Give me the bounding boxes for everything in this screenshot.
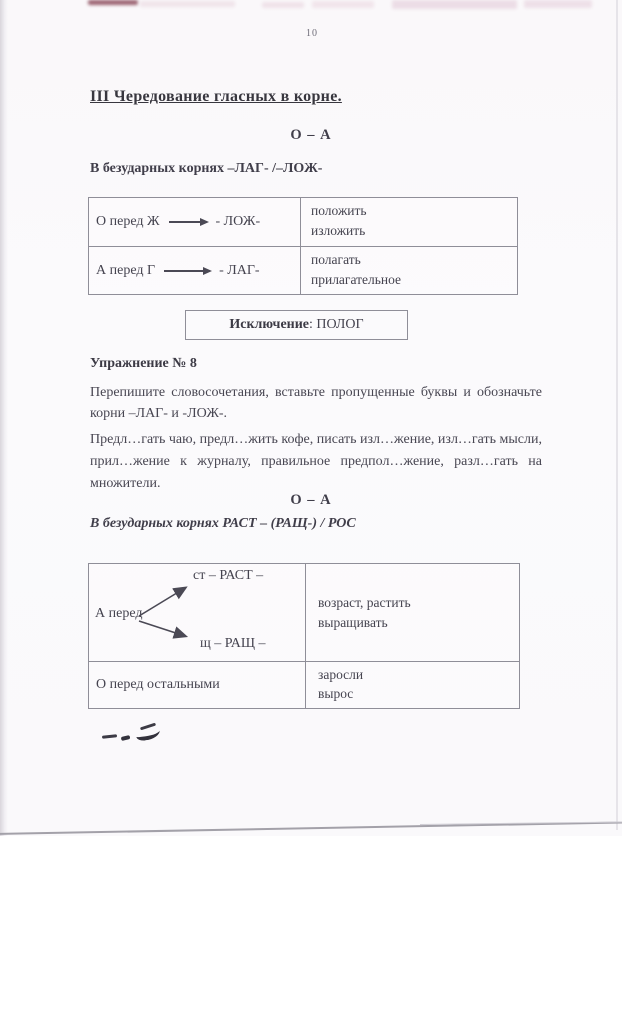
exception-label: Исключение <box>229 317 310 332</box>
example-word: заросли <box>318 667 364 682</box>
exception-box <box>185 310 408 340</box>
rule-root: - ЛАГ- <box>219 263 260 278</box>
exercise-task: Предл…гать чаю, предл…жить кофе, писать изл…жение, изл…гать мысли, прил…жение к журналу, правильное предпол…жение, разл…гать на множители. <box>90 432 542 491</box>
ink-bleed-mark <box>262 2 304 8</box>
rule-root: - ЛОЖ- <box>215 214 261 229</box>
paper-edge-shadow <box>616 0 618 830</box>
exception-value: : ПОЛОГ <box>309 317 364 332</box>
rule-condition: А перед Г <box>96 263 156 278</box>
example-word: полагать <box>311 252 361 267</box>
section1-subheading: В безударных корнях –ЛАГ- /–ЛОЖ- <box>90 161 323 176</box>
rule-condition: О перед остальными <box>96 676 220 692</box>
ink-smudge <box>102 734 117 738</box>
section1-heading: О – А <box>290 127 332 143</box>
ink-bleed-mark <box>88 0 138 5</box>
arrow-right-icon <box>164 270 210 272</box>
section2-heading: О – А <box>290 492 332 508</box>
ink-bleed-mark <box>140 1 235 7</box>
example-word: прилагательное <box>311 272 402 287</box>
table-row <box>89 198 300 246</box>
lag-lozh-table <box>88 197 518 295</box>
example-word: возраст, растить <box>318 594 411 610</box>
ink-smudge <box>121 735 131 741</box>
example-word: выращивать <box>318 614 388 630</box>
branch-top-root: ст – РАСТ – <box>193 568 264 583</box>
rule-examples <box>306 662 518 703</box>
rast-ros-table <box>88 563 520 709</box>
exercise-instruction: Перепишите словосочетания, вставьте пропущенные буквы и обозначьте корни –ЛАГ- и -ЛОЖ-. <box>90 385 542 421</box>
branch-bottom-root: щ – РАЩ – <box>200 636 266 651</box>
arrow-right-icon <box>169 221 207 223</box>
table-row <box>89 247 300 295</box>
exercise-title: Упражнение № 8 <box>90 356 197 371</box>
ink-bleed-mark <box>312 1 374 8</box>
example-word: положить <box>311 203 367 218</box>
table-row <box>89 662 305 707</box>
page-number: 10 <box>306 28 318 39</box>
fork-arrows-icon <box>137 580 195 642</box>
rule-condition: А перед <box>95 606 143 621</box>
table-row <box>89 564 305 661</box>
ink-bleed-mark <box>392 0 517 9</box>
ink-bleed-mark <box>524 0 592 8</box>
section2-subheading: В безударных корнях РАСТ – (РАЩ-) / РОС <box>90 516 356 531</box>
example-word: вырос <box>318 686 354 701</box>
example-word: изложить <box>311 223 366 238</box>
rule-condition: О перед Ж <box>96 214 160 229</box>
rule-examples <box>301 198 527 241</box>
rule-examples <box>306 564 518 661</box>
page-title: III Чередование гласных в корне. <box>90 88 342 105</box>
paper-edge-shadow <box>0 0 8 836</box>
rule-examples <box>301 247 527 290</box>
